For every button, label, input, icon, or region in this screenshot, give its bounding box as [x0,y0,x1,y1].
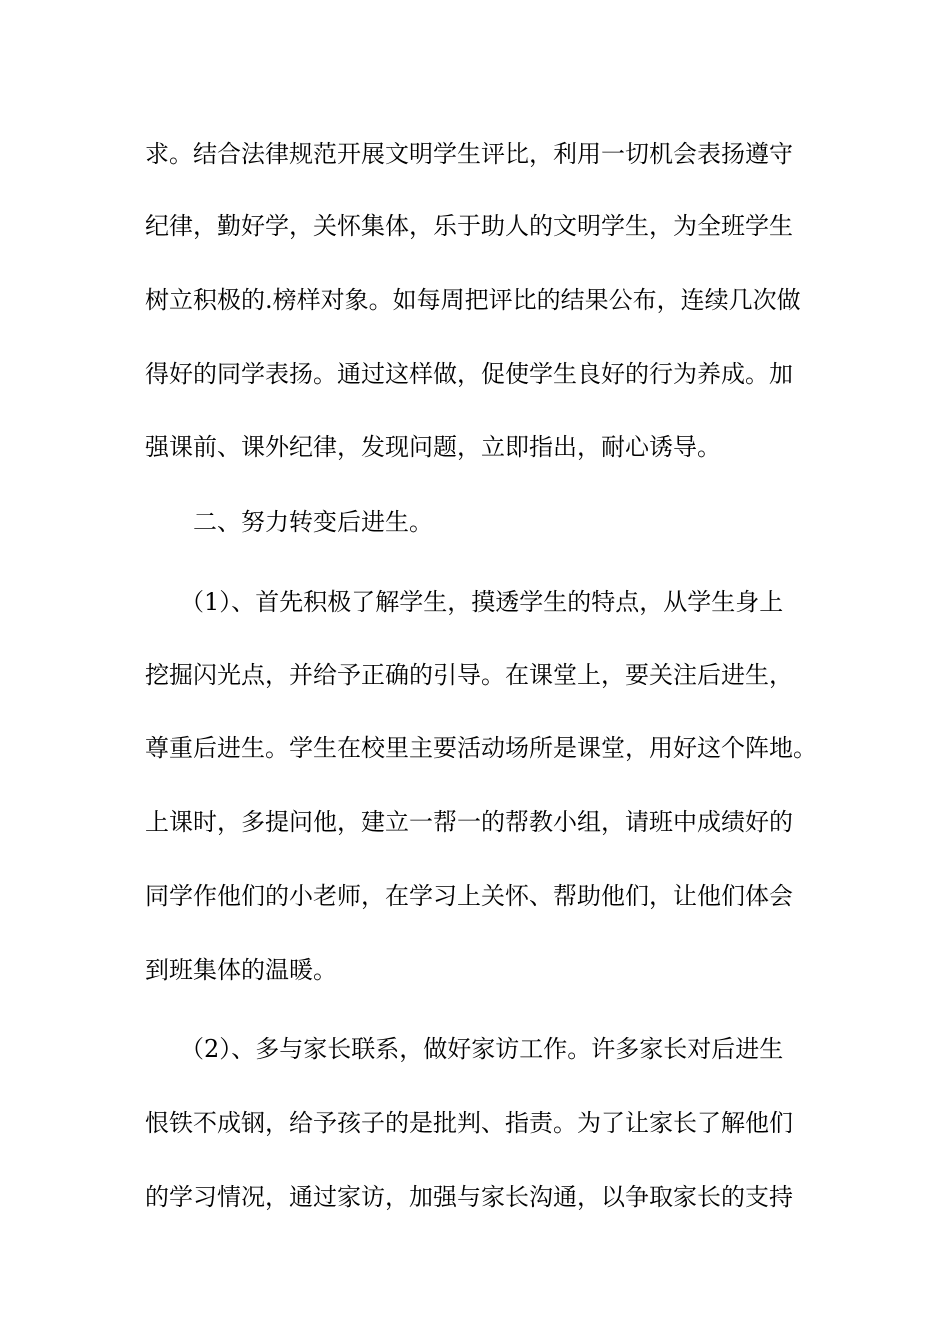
text-line: 挖掘闪光点，并给予正确的引导。在课堂上，要关注后进生， [145,661,793,689]
text-line: 尊重后进生。学生在校里主要活动场所是课堂，用好这个阵地。 [145,734,817,762]
text-line: 同学作他们的小老师，在学习上关怀、帮助他们，让他们体会 [145,882,793,910]
text-line: 上课时，多提问他，建立一帮一的帮教小组，请班中成绩好的 [145,808,793,836]
text-line: 纪律，勤好学，关怀集体，乐于助人的文明学生，为全班学生 [145,212,793,240]
text-line: 恨铁不成钢，给予孩子的是批判、指责。为了让家长了解他们 [145,1109,793,1137]
text-line: 的学习情况，通过家访，加强与家长沟通，以争取家长的支持 [145,1183,793,1211]
text-line: （2）、多与家长联系，做好家访工作。许多家长对后进生 [180,1035,784,1063]
text-line: （1）、首先积极了解学生，摸透学生的特点，从学生身上 [180,588,784,616]
text-line: 求。结合法律规范开展文明学生评比，利用一切机会表扬遵守 [145,140,793,168]
text-line: 树立积极的.榜样对象。如每周把评比的结果公布，连续几次做 [145,286,801,314]
text-line: 到班集体的温暖。 [145,956,337,984]
text-line: 强课前、课外纪律，发现问题，立即指出，耐心诱导。 [145,433,721,461]
section-heading: 二、努力转变后进生。 [193,508,433,536]
text-line: 得好的同学表扬。通过这样做，促使学生良好的行为养成。加 [145,360,793,388]
